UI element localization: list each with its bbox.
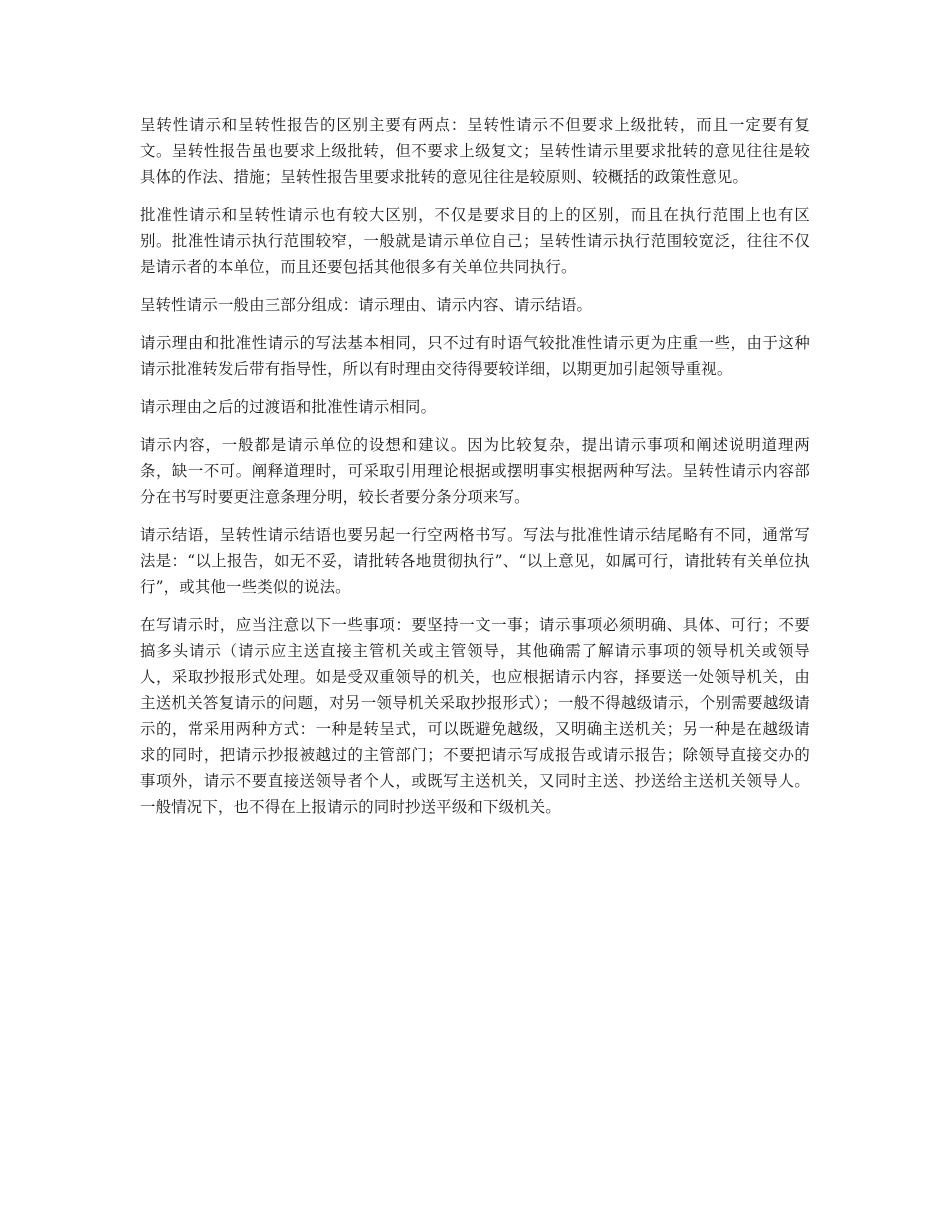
paragraph-2: 批准性请示和呈转性请示也有较大区别，不仅是要求目的上的区别，而且在执行范围上也有区别。批准性请示执行范围较窄，一般就是请示单位自己；呈转性请示执行范围较宽泛，往往不仅是请示者的本单位，而且还要包括其他很多有关单位共同执行。 <box>140 206 810 276</box>
paragraph-4: 请示理由和批准性请示的写法基本相同，只不过有时语气较批准性请示更为庄重一些，由于这种请示批准转发后带有指导性，所以有时理由交待得要较详细，以期更加引起领导重视。 <box>140 334 810 378</box>
document-body <box>140 112 810 832</box>
paragraph-7: 请示结语，呈转性请示结语也要另起一行空两格书写。写法与批准性请示结尾略有不同，通常写法是：“以上报告，如无不妥，请批转各地贯彻执行”、“以上意见，如属可行，请批转有关单位执行”，或其他一些类似的说法。 <box>140 526 810 596</box>
paragraph-8: 在写请示时，应当注意以下一些事项：要坚持一文一事；请示事项必须明确、具体、可行；不要搞多头请示（请示应主送直接主管机关或主管领导，其他确需了解请示事项的领导机关或领导人，采取抄报形式处理。如是受双重领导的机关，也应根据请示内容，择要送一处领导机关，由主送机关答复请示的问题，对另一领导机关采取抄报形式）；一般不得越级请示，个别需要越级请示的，常采用两种方式：一种是转呈式，可以既避免越级，又明确主送机关；另一种是在越级请求的同时，把请示抄报被越过的主管部门；不要把请示写成报告或请示报告；除领导直接交办的事项外，请示不要直接送领导者个人，或既写主送机关，又同时主送、抄送给主送机关领导人。一般情况下，也不得在上报请示的同时抄送平级和下级机关。 <box>140 616 810 816</box>
paragraph-5: 请示理由之后的过渡语和批准性请示相同。 <box>140 398 437 416</box>
paragraph-6: 请示内容，一般都是请示单位的设想和建议。因为比较复杂，提出请示事项和阐述说明道理两条，缺一不可。阐释道理时，可采取引用理论根据或摆明事实根据两种写法。呈转性请示内容部分在书写时要更注意条理分明，较长者要分条分项来写。 <box>140 436 810 506</box>
paragraph-1: 呈转性请示和呈转性报告的区别主要有两点：呈转性请示不但要求上级批转，而且一定要有复文。呈转性报告虽也要求上级批转，但不要求上级复文；呈转性请示里要求批转的意见往往是较具体的作法、措施；呈转性报告里要求批转的意见往往是较原则、较概括的政策性意见。 <box>140 116 810 186</box>
paragraph-3: 呈转性请示一般由三部分组成：请示理由、请示内容、请示结语。 <box>140 296 593 314</box>
